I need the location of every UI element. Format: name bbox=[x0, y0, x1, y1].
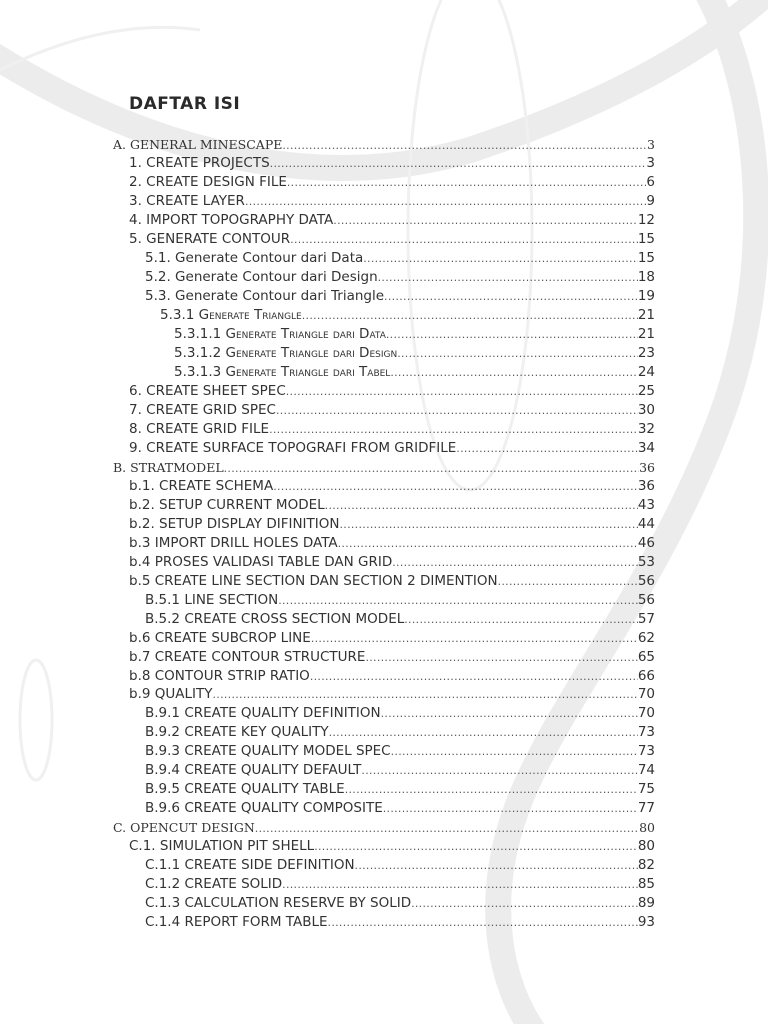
toc-entry-label: B.9.1 CREATE QUALITY DEFINITION bbox=[145, 705, 381, 721]
toc-dot-leader bbox=[411, 894, 638, 913]
toc-entry[interactable] bbox=[129, 837, 655, 856]
toc-entry-page-number: 80 bbox=[639, 820, 655, 835]
toc-dot-leader bbox=[310, 667, 638, 686]
toc-entry-page-number: 6 bbox=[646, 174, 655, 190]
toc-dot-leader bbox=[282, 136, 647, 155]
toc-entry[interactable] bbox=[174, 325, 655, 344]
toc-entry-label: 6. CREATE SHEET SPEC bbox=[129, 383, 286, 399]
toc-dot-leader bbox=[390, 363, 637, 382]
toc-entry[interactable] bbox=[145, 799, 655, 818]
toc-entry[interactable] bbox=[129, 230, 655, 249]
toc-entry-label: 4. IMPORT TOPOGRAPHY DATA bbox=[129, 212, 334, 228]
toc-entry[interactable] bbox=[145, 913, 655, 932]
toc-dot-leader bbox=[333, 211, 638, 230]
toc-entry-page-number: 44 bbox=[637, 516, 655, 532]
toc-entry[interactable] bbox=[129, 648, 655, 667]
toc-entry-label: C.1.3 CALCULATION RESERVE BY SOLID bbox=[145, 895, 412, 911]
toc-entry-label: 5.2. Generate Contour dari Design bbox=[145, 269, 378, 285]
toc-entry-page-number: 82 bbox=[637, 857, 655, 873]
toc-entry-page-number: 23 bbox=[637, 345, 655, 361]
toc-entry-label: 2. CREATE DESIGN FILE bbox=[129, 174, 287, 190]
toc-entry[interactable] bbox=[129, 401, 655, 420]
toc-entry[interactable] bbox=[145, 591, 655, 610]
toc-entry-label: 5. GENERATE CONTOUR bbox=[129, 231, 291, 247]
toc-entry[interactable] bbox=[145, 723, 655, 742]
toc-entry-label: 5.3.1.2 Generate Triangle dari Design bbox=[174, 345, 398, 361]
toc-entry-page-number: 34 bbox=[637, 440, 655, 456]
toc-dot-leader bbox=[378, 268, 638, 287]
toc-entry-label: B. STRATMODEL bbox=[113, 460, 224, 475]
toc-entry-label: b.6 CREATE SUBCROP LINE bbox=[129, 630, 311, 646]
toc-entry[interactable] bbox=[129, 685, 655, 704]
toc-dot-leader bbox=[363, 249, 638, 268]
toc-entry-label: b.9 QUALITY bbox=[129, 686, 213, 702]
toc-dot-leader bbox=[278, 591, 638, 610]
toc-dot-leader bbox=[386, 325, 638, 344]
toc-dot-leader bbox=[381, 704, 638, 723]
toc-dot-leader bbox=[498, 572, 638, 591]
page-title: DAFTAR ISI bbox=[129, 94, 241, 114]
toc-dot-leader bbox=[282, 875, 638, 894]
toc-dot-leader bbox=[290, 230, 638, 249]
toc-entry-page-number: 65 bbox=[637, 649, 655, 665]
toc-entry-label: C.1. SIMULATION PIT SHELL bbox=[129, 838, 315, 854]
toc-entry-label: 9. CREATE SURFACE TOPOGRAFI FROM GRIDFILE bbox=[129, 440, 457, 456]
toc-dot-leader bbox=[276, 401, 638, 420]
toc-entry-label: B.9.4 CREATE QUALITY DEFAULT bbox=[145, 762, 362, 778]
toc-entry-page-number: 56 bbox=[637, 573, 655, 589]
toc-entry-label: 5.3.1 Generate Triangle bbox=[160, 307, 302, 323]
toc-entry[interactable] bbox=[129, 572, 655, 591]
toc-entry-page-number: 73 bbox=[637, 724, 655, 740]
toc-entry-label: b.8 CONTOUR STRIP RATIO bbox=[129, 668, 310, 684]
toc-entry[interactable] bbox=[129, 211, 655, 230]
toc-entry[interactable] bbox=[129, 192, 655, 211]
toc-dot-leader bbox=[361, 761, 637, 780]
toc-entry-page-number: 53 bbox=[637, 554, 655, 570]
toc-entry-page-number: 21 bbox=[637, 307, 655, 323]
toc-dot-leader bbox=[383, 799, 638, 818]
toc-dot-leader bbox=[391, 742, 638, 761]
toc-entry-page-number: 15 bbox=[637, 231, 655, 247]
toc-entry-page-number: 12 bbox=[637, 212, 655, 228]
toc-dot-leader bbox=[302, 306, 638, 325]
toc-entry[interactable] bbox=[129, 515, 655, 534]
toc-entry[interactable] bbox=[129, 477, 655, 496]
toc-dot-leader bbox=[392, 553, 638, 572]
toc-entry[interactable] bbox=[129, 534, 655, 553]
toc-dot-leader bbox=[286, 382, 638, 401]
toc-entry[interactable] bbox=[145, 761, 655, 780]
toc-entry[interactable] bbox=[145, 287, 655, 306]
toc-entry-label: 7. CREATE GRID SPEC bbox=[129, 402, 276, 418]
toc-dot-leader bbox=[287, 173, 647, 192]
toc-dot-leader bbox=[456, 439, 638, 458]
toc-entry-label: 5.3.1.3 Generate Triangle dari Tabel bbox=[174, 364, 391, 380]
toc-dot-leader bbox=[404, 610, 638, 629]
toc-entry[interactable] bbox=[145, 268, 655, 287]
toc-entry[interactable] bbox=[145, 894, 655, 913]
toc-entry-page-number: 30 bbox=[637, 402, 655, 418]
toc-entry-label: B.9.3 CREATE QUALITY MODEL SPEC bbox=[145, 743, 391, 759]
toc-entry[interactable] bbox=[129, 553, 655, 572]
toc-entry-page-number: 80 bbox=[637, 838, 655, 854]
toc-dot-leader bbox=[255, 819, 639, 838]
toc-entry-label: 5.3. Generate Contour dari Triangle bbox=[145, 288, 385, 304]
toc-entry-page-number: 75 bbox=[637, 781, 655, 797]
toc-entry-page-number: 21 bbox=[637, 326, 655, 342]
toc-entry[interactable] bbox=[145, 780, 655, 799]
toc-entry-page-number: 36 bbox=[637, 478, 655, 494]
toc-entry[interactable] bbox=[145, 704, 655, 723]
toc-dot-leader bbox=[273, 477, 638, 496]
toc-entry-page-number: 74 bbox=[637, 762, 655, 778]
toc-entry-page-number: 85 bbox=[637, 876, 655, 892]
toc-entry[interactable] bbox=[160, 306, 655, 325]
toc-entry-page-number: 19 bbox=[637, 288, 655, 304]
toc-entry-page-number: 36 bbox=[639, 460, 655, 475]
toc-entry-label: 3. CREATE LAYER bbox=[129, 193, 245, 209]
toc-dot-leader bbox=[269, 420, 638, 439]
toc-entry[interactable] bbox=[129, 420, 655, 439]
toc-entry-page-number: 89 bbox=[637, 895, 655, 911]
toc-entry[interactable] bbox=[145, 249, 655, 268]
toc-entry-page-number: 46 bbox=[637, 535, 655, 551]
toc-dot-leader bbox=[325, 496, 638, 515]
toc-entry-label: b.1. CREATE SCHEMA bbox=[129, 478, 274, 494]
toc-dot-leader bbox=[340, 515, 638, 534]
toc-entry-page-number: 56 bbox=[637, 592, 655, 608]
toc-dot-leader bbox=[224, 459, 639, 478]
toc-dot-leader bbox=[270, 154, 647, 173]
toc-dot-leader bbox=[355, 856, 638, 875]
toc-entry-label: C.1.4 REPORT FORM TABLE bbox=[145, 914, 328, 930]
toc-entry-page-number: 77 bbox=[637, 800, 655, 816]
toc-entry-label: B.9.2 CREATE KEY QUALITY bbox=[145, 724, 329, 740]
toc-entry[interactable] bbox=[129, 439, 655, 458]
toc-entry-label: 1. CREATE PROJECTS bbox=[129, 155, 270, 171]
toc-entry-page-number: 93 bbox=[637, 914, 655, 930]
toc-entry-page-number: 24 bbox=[637, 364, 655, 380]
toc-entry[interactable] bbox=[113, 818, 655, 837]
toc-entry-label: B.9.5 CREATE QUALITY TABLE bbox=[145, 781, 345, 797]
toc-entry-page-number: 73 bbox=[637, 743, 655, 759]
toc-entry[interactable] bbox=[129, 629, 655, 648]
toc-entry[interactable] bbox=[129, 154, 655, 173]
toc-entry-page-number: 70 bbox=[637, 686, 655, 702]
toc-entry-page-number: 18 bbox=[637, 269, 655, 285]
toc-entry-label: B.5.2 CREATE CROSS SECTION MODEL bbox=[145, 611, 405, 627]
toc-entry[interactable] bbox=[129, 667, 655, 686]
toc-entry-page-number: 32 bbox=[637, 421, 655, 437]
toc-entry-label: b.2. SETUP CURRENT MODEL bbox=[129, 497, 325, 513]
toc-dot-leader bbox=[245, 192, 646, 211]
toc-dot-leader bbox=[311, 629, 638, 648]
toc-entry-page-number: 15 bbox=[637, 250, 655, 266]
toc-entry-page-number: 62 bbox=[637, 630, 655, 646]
toc-entry-label: 8. CREATE GRID FILE bbox=[129, 421, 270, 437]
toc-entry[interactable] bbox=[113, 458, 655, 477]
toc-entry-label: b.5 CREATE LINE SECTION DAN SECTION 2 DIMENTION bbox=[129, 573, 498, 589]
toc-entry[interactable] bbox=[145, 742, 655, 761]
toc-dot-leader bbox=[338, 534, 638, 553]
toc-entry-page-number: 43 bbox=[637, 497, 655, 513]
toc-entry-page-number: 25 bbox=[637, 383, 655, 399]
toc-entry[interactable] bbox=[113, 135, 655, 154]
toc-entry-label: C.1.2 CREATE SOLID bbox=[145, 876, 283, 892]
toc-entry-page-number: 9 bbox=[646, 193, 655, 209]
toc-entry-label: b.3 IMPORT DRILL HOLES DATA bbox=[129, 535, 338, 551]
toc-entry-label: C. OPENCUT DESIGN bbox=[113, 820, 255, 835]
toc-entry-page-number: 57 bbox=[637, 611, 655, 627]
toc-entry-label: b.4 PROSES VALIDASI TABLE DAN GRID bbox=[129, 554, 393, 570]
toc-dot-leader bbox=[328, 913, 638, 932]
toc-dot-leader bbox=[345, 780, 638, 799]
toc-entry-page-number: 66 bbox=[637, 668, 655, 684]
toc-dot-leader bbox=[397, 344, 638, 363]
toc-entry-page-number: 3 bbox=[646, 155, 655, 171]
toc-entry-label: 5.1. Generate Contour dari Data bbox=[145, 250, 364, 266]
toc-entry[interactable] bbox=[129, 173, 655, 192]
toc-entry-label: A. GENERAL MINESCAPE bbox=[113, 137, 283, 152]
toc-dot-leader bbox=[329, 723, 638, 742]
toc-dot-leader bbox=[384, 287, 638, 306]
toc-entry-page-number: 3 bbox=[647, 137, 655, 152]
toc-entry[interactable] bbox=[174, 344, 655, 363]
toc-entry-page-number: 70 bbox=[637, 705, 655, 721]
toc-dot-leader bbox=[212, 685, 637, 704]
toc-entry-label: B.5.1 LINE SECTION bbox=[145, 592, 279, 608]
toc-dot-leader bbox=[365, 648, 637, 667]
toc-entry-label: C.1.1 CREATE SIDE DEFINITION bbox=[145, 857, 355, 873]
toc-entry[interactable] bbox=[145, 610, 655, 629]
toc-entry[interactable] bbox=[129, 382, 655, 401]
toc-dot-leader bbox=[314, 837, 638, 856]
toc-entry[interactable] bbox=[145, 875, 655, 894]
toc-entry[interactable] bbox=[129, 496, 655, 515]
toc-entry[interactable] bbox=[174, 363, 655, 382]
toc-entry-label: B.9.6 CREATE QUALITY COMPOSITE bbox=[145, 800, 383, 816]
toc-entry[interactable] bbox=[145, 856, 655, 875]
toc-entry-label: b.2. SETUP DISPLAY DIFINITION bbox=[129, 516, 340, 532]
toc-entry-label: 5.3.1.1 Generate Triangle dari Data bbox=[174, 326, 386, 342]
toc-entry-label: b.7 CREATE CONTOUR STRUCTURE bbox=[129, 649, 366, 665]
